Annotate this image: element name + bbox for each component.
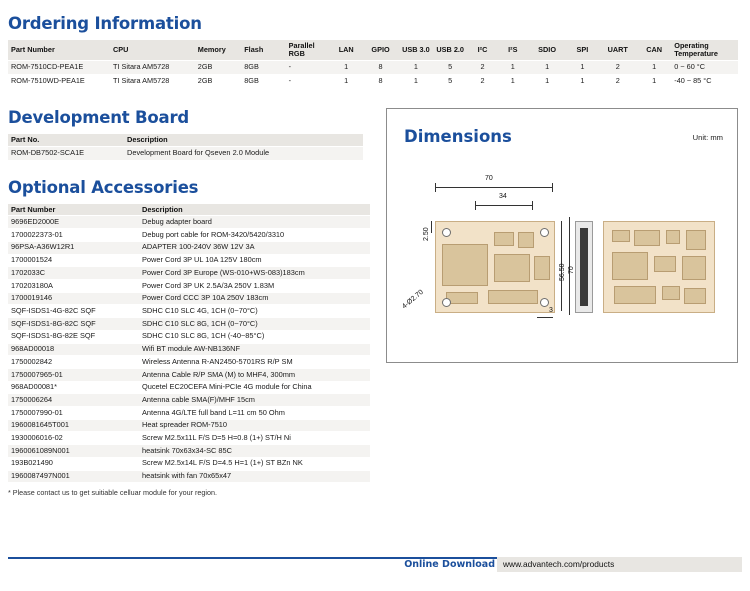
development-board-section: [8, 108, 363, 161]
table-row: [8, 216, 370, 229]
column-header-memory: Memory: [195, 40, 241, 61]
cell-usb30: 1: [399, 61, 433, 74]
cell-part-number: 1700019146: [8, 292, 139, 305]
cell-description: Development Board for Qseven 2.0 Module: [124, 147, 363, 161]
cell-gpio: 8: [362, 74, 398, 87]
table-header-row: [8, 40, 738, 61]
cell-flash: 8GB: [241, 74, 285, 87]
table-row: [8, 267, 370, 280]
cell-description: Antenna cable SMA(F)/MHF 15cm: [139, 394, 370, 407]
dimension-line-bottom-small: [537, 317, 553, 318]
cell-part-number: SQF-ISDS1-4G-82C SQF: [8, 305, 139, 318]
dimension-label-left-small: 2.50: [423, 227, 430, 241]
cell-spi: 1: [566, 61, 598, 74]
cell-part-number: SQF-ISDS1-8G-82C SQF: [8, 318, 139, 331]
cell-cpu: TI Sitara AM5728: [110, 61, 195, 74]
cell-memory: 2GB: [195, 61, 241, 74]
table-row: [8, 470, 370, 483]
cell-sdio: 1: [528, 74, 566, 87]
column-header-cpu: CPU: [110, 40, 195, 61]
optional-accessories-table: [8, 204, 370, 483]
dimension-line-left-small: [431, 221, 432, 233]
column-header-i2c: I²C: [467, 40, 497, 61]
table-row: [8, 330, 370, 343]
table-row: [8, 343, 370, 356]
cell-part-number: 96PSA-A36W12R1: [8, 241, 139, 254]
cell-can: 1: [637, 74, 671, 87]
mounting-hole-bottom-right: [540, 298, 549, 307]
table-row: [8, 229, 370, 242]
cell-part-number: 193B021490: [8, 457, 139, 470]
cell-description: Power Cord 3P UL 10A 125V 180cm: [139, 254, 370, 267]
column-header-sdio: SDIO: [528, 40, 566, 61]
cell-uart: 2: [599, 74, 637, 87]
board-component-2: [518, 232, 534, 248]
column-header-parallel-rgb: Parallel RGB: [286, 40, 330, 61]
dimension-line-top-width: [435, 187, 553, 188]
cell-description: heatsink 70x63x34-SC 85C: [139, 445, 370, 458]
cell-description: Wireless Antenna R-AN2450-5701RS R/P SM: [139, 356, 370, 369]
board-pad-3: [666, 230, 680, 244]
column-header-uart: UART: [599, 40, 637, 61]
cell-lan: 1: [330, 74, 362, 87]
cell-part-number: 1750007965-01: [8, 368, 139, 381]
cell-memory: 2GB: [195, 74, 241, 87]
column-header-part-no: Part No.: [8, 134, 124, 147]
cell-i2s: 1: [498, 61, 528, 74]
cell-description: Antenna Cable R/P SMA (M) to MHF4, 300mm: [139, 368, 370, 381]
cell-usb30: 1: [399, 74, 433, 87]
table-row: [8, 381, 370, 394]
board-bottom-view: [603, 221, 715, 313]
dimension-label-inner-width: 34: [499, 193, 507, 200]
column-header-description: Description: [124, 134, 363, 147]
cell-description: Power Cord 3P Europe (WS-010+WS-083)183cm: [139, 267, 370, 280]
cell-i2c: 2: [467, 74, 497, 87]
column-header-description: Description: [139, 204, 370, 216]
cell-usb20: 5: [433, 61, 467, 74]
dimension-line-inner-width: [475, 205, 533, 206]
page-footer: [0, 557, 750, 573]
cell-description: SDHC C10 SLC 4G, 1CH (0~70°C): [139, 305, 370, 318]
table-row: [8, 356, 370, 369]
cell-spi: 1: [566, 74, 598, 87]
board-component-3: [494, 254, 530, 282]
mounting-hole-top-left: [442, 228, 451, 237]
footer-online-download-label: Online Download: [404, 559, 495, 570]
dimensions-panel: [386, 108, 738, 363]
cell-cpu: TI Sitara AM5728: [110, 74, 195, 87]
table-row: [8, 407, 370, 420]
cell-part-number: 968AD00018: [8, 343, 139, 356]
ordering-information-title: Ordering Information: [8, 14, 202, 33]
cell-part-number: 1750007990-01: [8, 407, 139, 420]
table-row: [8, 279, 370, 292]
cell-description: Debug adapter board: [139, 216, 370, 229]
development-board-table: [8, 134, 363, 161]
column-header-usb20: USB 2.0: [433, 40, 467, 61]
column-header-gpio: GPIO: [362, 40, 398, 61]
cell-uart: 2: [599, 61, 637, 74]
table-row: [8, 432, 370, 445]
table-row: [8, 254, 370, 267]
cell-parallel-rgb: -: [286, 74, 330, 87]
cell-usb20: 5: [433, 74, 467, 87]
ordering-information-table: [8, 40, 738, 88]
development-board-title: Development Board: [8, 108, 189, 127]
mounting-hole-bottom-left: [442, 298, 451, 307]
table-row: [8, 368, 370, 381]
dimension-label-diagonal: 4-Ø2.70: [401, 288, 425, 311]
cell-description: Power Cord 3P UK 2.5A/3A 250V 1.83M: [139, 279, 370, 292]
cell-part-number: ROM-7510WD-PEA1E: [8, 74, 110, 87]
ordering-information-section: [8, 14, 738, 88]
cell-part-number: 1750006264: [8, 394, 139, 407]
cell-operating-temperature: 0 ~ 60 °C: [671, 61, 738, 74]
cell-part-number: 1960061089N001: [8, 445, 139, 458]
cell-description: SDHC C10 SLC 8G, 1CH (-40~85°C): [139, 330, 370, 343]
cell-part-number: SQF-ISDS1-8G-82E SQF: [8, 330, 139, 343]
dimensions-unit-label: Unit: mm: [692, 133, 723, 142]
table-row: [8, 61, 738, 74]
cell-flash: 8GB: [241, 61, 285, 74]
cell-description: Screw M2.5x14L F/S D=4.5 H=1 (1+) ST BZn NK: [139, 457, 370, 470]
footer-url-link[interactable]: www.advantech.com/products: [503, 559, 615, 569]
table-row: [8, 74, 738, 87]
cell-operating-temperature: -40 ~ 85 °C: [671, 74, 738, 87]
dimension-tick-top-left: [435, 183, 436, 192]
table-row: [8, 292, 370, 305]
board-pad-5: [612, 252, 648, 280]
table-row: [8, 394, 370, 407]
cell-part-number: 1930006016-02: [8, 432, 139, 445]
board-pad-1: [612, 230, 630, 242]
cell-can: 1: [637, 61, 671, 74]
board-pad-2: [634, 230, 660, 246]
cell-i2c: 2: [467, 61, 497, 74]
cell-part-number: 1960081645T001: [8, 419, 139, 432]
table-row: [8, 241, 370, 254]
cell-gpio: 8: [362, 61, 398, 74]
cell-lan: 1: [330, 61, 362, 74]
cell-i2s: 1: [498, 74, 528, 87]
cell-description: SDHC C10 SLC 8G, 1CH (0~70°C): [139, 318, 370, 331]
board-pad-8: [614, 286, 656, 304]
optional-accessories-section: [8, 178, 370, 497]
optional-accessories-title: Optional Accessories: [8, 178, 199, 197]
table-row: [8, 305, 370, 318]
column-header-can: CAN: [637, 40, 671, 61]
table-header-row: [8, 134, 363, 147]
cell-description: Screw M2.5x11L F/S D=5 H=0.8 (1+) ST/H Ni: [139, 432, 370, 445]
board-pad-10: [684, 288, 706, 304]
dimensions-title: Dimensions: [404, 127, 512, 146]
cell-description: Wifi BT module AW-NB136NF: [139, 343, 370, 356]
cell-parallel-rgb: -: [286, 61, 330, 74]
table-row: [8, 147, 363, 161]
table-row: [8, 457, 370, 470]
dimension-tick-top-right: [552, 183, 553, 192]
board-pad-9: [662, 286, 680, 300]
table-row: [8, 318, 370, 331]
board-side-view: [575, 221, 593, 313]
board-component-1: [494, 232, 514, 246]
column-header-i2s: I²S: [498, 40, 528, 61]
board-connector: [488, 290, 538, 304]
column-header-part-number: Part Number: [8, 204, 139, 216]
cell-part-number: 1960087497N001: [8, 470, 139, 483]
dimension-label-top-width: 70: [485, 175, 493, 182]
column-header-lan: LAN: [330, 40, 362, 61]
table-header-row: [8, 204, 370, 216]
cell-part-number: 1750002842: [8, 356, 139, 369]
dimension-tick-inner-right: [532, 201, 533, 210]
mounting-hole-top-right: [540, 228, 549, 237]
cell-description: heatsink with fan 70x65x47: [139, 470, 370, 483]
table-row: [8, 419, 370, 432]
cell-description: Heat spreader ROM-7510: [139, 419, 370, 432]
cell-part-no: ROM-DB7502-SCA1E: [8, 147, 124, 161]
column-header-spi: SPI: [566, 40, 598, 61]
dimension-tick-inner-left: [475, 201, 476, 210]
cell-part-number: 1700001524: [8, 254, 139, 267]
column-header-usb30: USB 3.0: [399, 40, 433, 61]
dimension-label-right-outer: 70: [568, 266, 575, 274]
accessories-footnote: * Please contact us to get suitiable celluar module for your region.: [8, 488, 217, 498]
table-row: [8, 445, 370, 458]
dimension-label-right-inner: 56.50: [559, 263, 566, 281]
cell-part-number: 1700022373-01: [8, 229, 139, 242]
board-pad-6: [654, 256, 676, 272]
cell-description: Qucetel EC20CEFA Mini-PCIe 4G module for China: [139, 381, 370, 394]
board-pad-7: [682, 256, 706, 280]
cell-description: ADAPTER 100-240V 36W 12V 3A: [139, 241, 370, 254]
column-header-flash: Flash: [241, 40, 285, 61]
cell-description: Power Cord CCC 3P 10A 250V 183cm: [139, 292, 370, 305]
cell-part-number: ROM-7510CD-PEA1E: [8, 61, 110, 74]
cell-part-number: 170203180A: [8, 279, 139, 292]
cell-part-number: 9696ED2000E: [8, 216, 139, 229]
board-component-4: [534, 256, 550, 280]
column-header-part-number: Part Number: [8, 40, 110, 61]
dimension-label-bottom-small: 3: [549, 307, 553, 314]
cell-part-number: 1702033C: [8, 267, 139, 280]
cell-sdio: 1: [528, 61, 566, 74]
cell-description: Antenna 4G/LTE full band L=11 cm 50 Ohm: [139, 407, 370, 420]
edge-connector: [580, 228, 588, 306]
board-top-view: [435, 221, 555, 313]
column-header-operating-temperature: Operating Temperature: [671, 40, 738, 61]
board-pad-4: [686, 230, 706, 250]
board-chip-area: [442, 244, 488, 286]
cell-description: Debug port cable for ROM-3420/5420/3310: [139, 229, 370, 242]
cell-part-number: 968AD00081*: [8, 381, 139, 394]
